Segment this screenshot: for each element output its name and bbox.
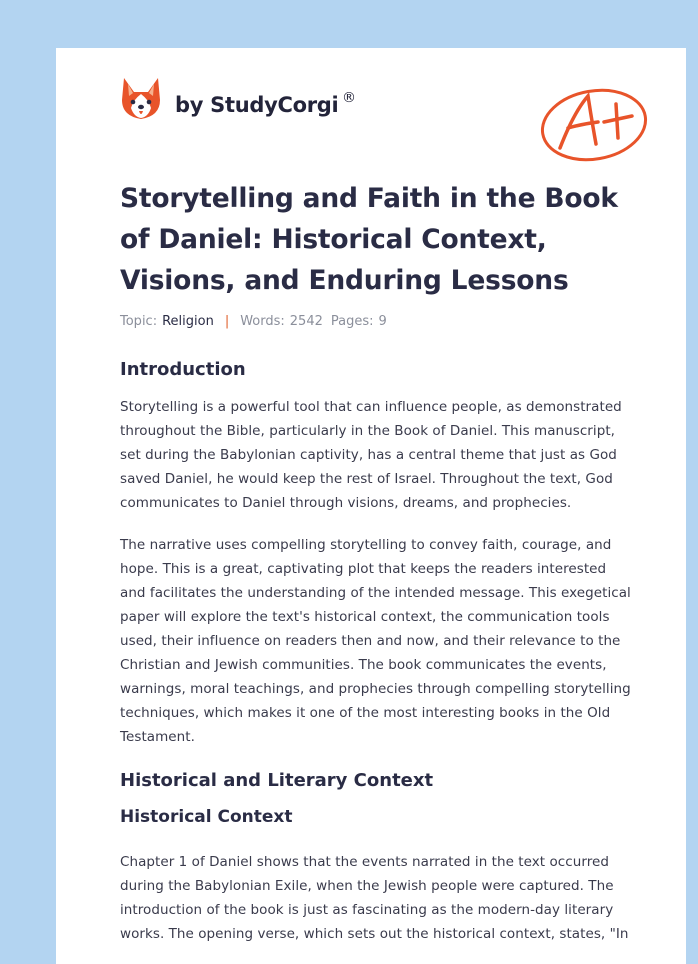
studycorgi-logo[interactable]: [120, 76, 356, 122]
a-plus-icon: [538, 82, 650, 164]
document-page: [56, 48, 686, 964]
words-label: Words:: [240, 314, 285, 329]
registered-mark: ®: [342, 90, 356, 106]
historical-context-paragraph: Chapter 1 of Daniel shows that the events narrated in the text occurred during the Babylonian Exile, when the Jewish people were captured. The introduction of the book is just as fascinating as the modern-day literary works. The opening verse, which sets out the historical context, states, "In: [120, 854, 629, 942]
topic-value[interactable]: Religion: [162, 314, 214, 329]
intro-paragraph-2: The narrative uses compelling storytelling to convey faith, courage, and hope. This is a great, captivating plot that keeps the readers interested and facilitates the understanding of the intended message. This exegetical paper will explore the text's historical context, the communication tools used, their influence on readers then and now, and their relevance to the Christian and Jewish communities. The book communicates the events, warnings, moral teachings, and prophecies through compelling storytelling techniques, which makes it one of the most interesting books in the Old Testament.: [120, 537, 631, 745]
page-header: [120, 76, 660, 146]
meta-separator: |: [224, 314, 230, 329]
corgi-icon: [120, 76, 162, 122]
pages-value: 9: [378, 314, 387, 329]
grade-badge: [538, 82, 650, 168]
document-content: [120, 178, 632, 946]
brand-name: by StudyCorgi: [175, 93, 339, 117]
words-value: 2542: [289, 314, 323, 329]
document-title: Storytelling and Faith in the Book of Daniel: Historical Context, Visions, and Enduring Lessons: [120, 183, 618, 296]
introduction-heading: Introduction: [120, 359, 246, 380]
document-meta: [120, 314, 632, 329]
historical-context-heading: Historical Context: [120, 807, 293, 827]
historical-literary-context-heading: Historical and Literary Context: [120, 770, 434, 791]
pages-label: Pages:: [330, 314, 374, 329]
intro-paragraph-1: Storytelling is a powerful tool that can influence people, as demonstrated throughout the Bible, particularly in the Book of Daniel. This manuscript, set during the Babylonian captivity, has a central theme that just as God saved Daniel, he would keep the rest of Israel. Throughout the text, God communicates to Daniel through visions, dreams, and prophecies.: [120, 399, 622, 511]
topic-label: Topic:: [120, 314, 158, 329]
